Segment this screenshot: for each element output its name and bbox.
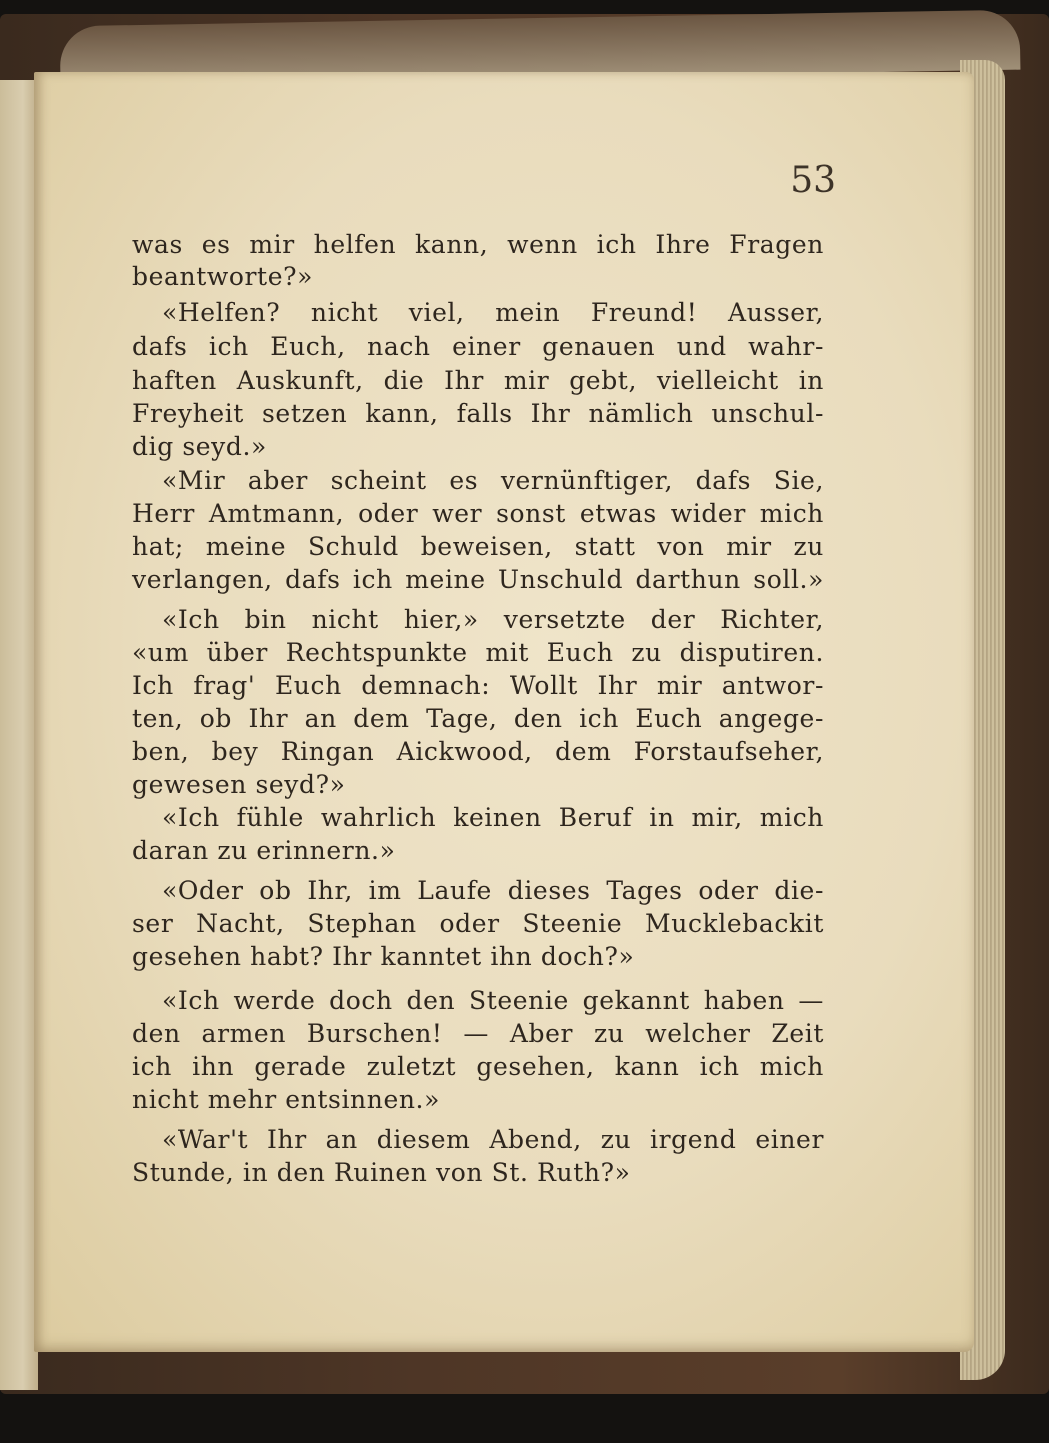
text-line: ten, ob Ihr an dem Tage, den ich Euch angege- — [132, 704, 824, 733]
text-line: «um über Rechtspunkte mit Euch zu disputiren. — [132, 638, 824, 667]
text-line: «Ich fühle wahrlich keinen Beruf in mir, mich — [162, 803, 824, 832]
text-line: den armen Burschen! — Aber zu welcher Zeit — [132, 1019, 824, 1048]
text-line: «Helfen? nicht viel, mein Freund! Ausser, — [162, 298, 824, 327]
text-line: haften Auskunft, die Ihr mir gebt, vielleicht in — [132, 366, 824, 395]
text-line: beantworte?» — [132, 262, 313, 291]
text-line: ser Nacht, Stephan oder Steenie Mucklebackit — [132, 909, 824, 938]
text-line: dafs ich Euch, nach einer genauen und wahr- — [132, 332, 824, 361]
text-line: gesehen habt? Ihr kanntet ihn doch?» — [132, 942, 635, 971]
text-line: Ich frag' Euch demnach: Wollt Ihr mir antwor- — [132, 671, 824, 700]
text-line: «Ich bin nicht hier,» versetzte der Richter, — [162, 605, 824, 634]
text-line: daran zu erinnern.» — [132, 836, 396, 865]
text-line: dig seyd.» — [132, 432, 267, 461]
text-line: Herr Amtmann, oder wer sonst etwas wider mich — [132, 499, 824, 528]
text-line: hat; meine Schuld beweisen, statt von mir zu — [132, 532, 824, 561]
text-line: ben, bey Ringan Aickwood, dem Forstaufseher, — [132, 737, 824, 766]
text-line: nicht mehr entsinnen.» — [132, 1085, 440, 1114]
text-line: ich ihn gerade zuletzt gesehen, kann ich mich — [132, 1052, 824, 1081]
page-number: 53 — [790, 160, 836, 201]
text-line: gewesen seyd?» — [132, 770, 346, 799]
text-line: «Oder ob Ihr, im Laufe dieses Tages oder die- — [162, 876, 824, 905]
text-line: «Ich werde doch den Steenie gekannt haben — — [162, 986, 824, 1015]
text-line: Stunde, in den Ruinen von St. Ruth?» — [132, 1158, 631, 1187]
text-line: was es mir helfen kann, wenn ich Ihre Fragen — [132, 230, 824, 259]
text-line: «War't Ihr an diesem Abend, zu irgend einer — [162, 1125, 824, 1154]
text-line: «Mir aber scheint es vernünftiger, dafs Sie, — [162, 466, 824, 495]
text-line: Freyheit setzen kann, falls Ihr nämlich unschul- — [132, 399, 824, 428]
text-line: verlangen, dafs ich meine Unschuld darthun soll.» — [132, 565, 824, 594]
